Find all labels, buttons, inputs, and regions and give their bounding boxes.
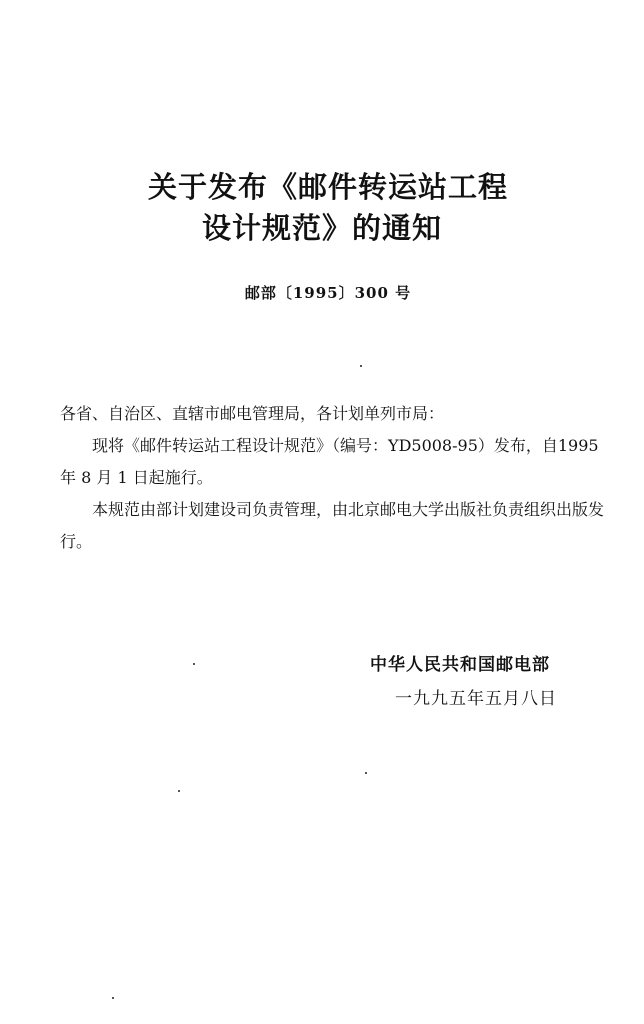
issuer-signature: 中华人民共和国邮电部 [370,655,550,675]
scan-speck [360,365,362,367]
document-number: 邮部〔1995〕300 号 [244,284,412,302]
document-title-line-2: 设计规范》的通知 [201,211,442,245]
document-title-line-1: 关于发布《邮件转运站工程 [147,170,508,204]
body-paragraph-1: 现将《邮件转运站工程设计规范》（编号：YD5008-95）发布，自1995 年 8 月 1 日起施行。 [60,436,599,487]
issue-date: 一九九五年五月八日 [395,689,557,709]
addressee: 各省、自治区、直辖市邮电管理局，各计划单列市局： [60,404,445,423]
scan-speck [193,663,195,665]
scan-speck [178,790,180,792]
scan-speck [112,997,114,999]
body-paragraph-2: 本规范由部计划建设司负责管理，由北京邮电大学出版社负责组织出版发行。 [60,500,605,551]
scan-speck [365,772,367,774]
